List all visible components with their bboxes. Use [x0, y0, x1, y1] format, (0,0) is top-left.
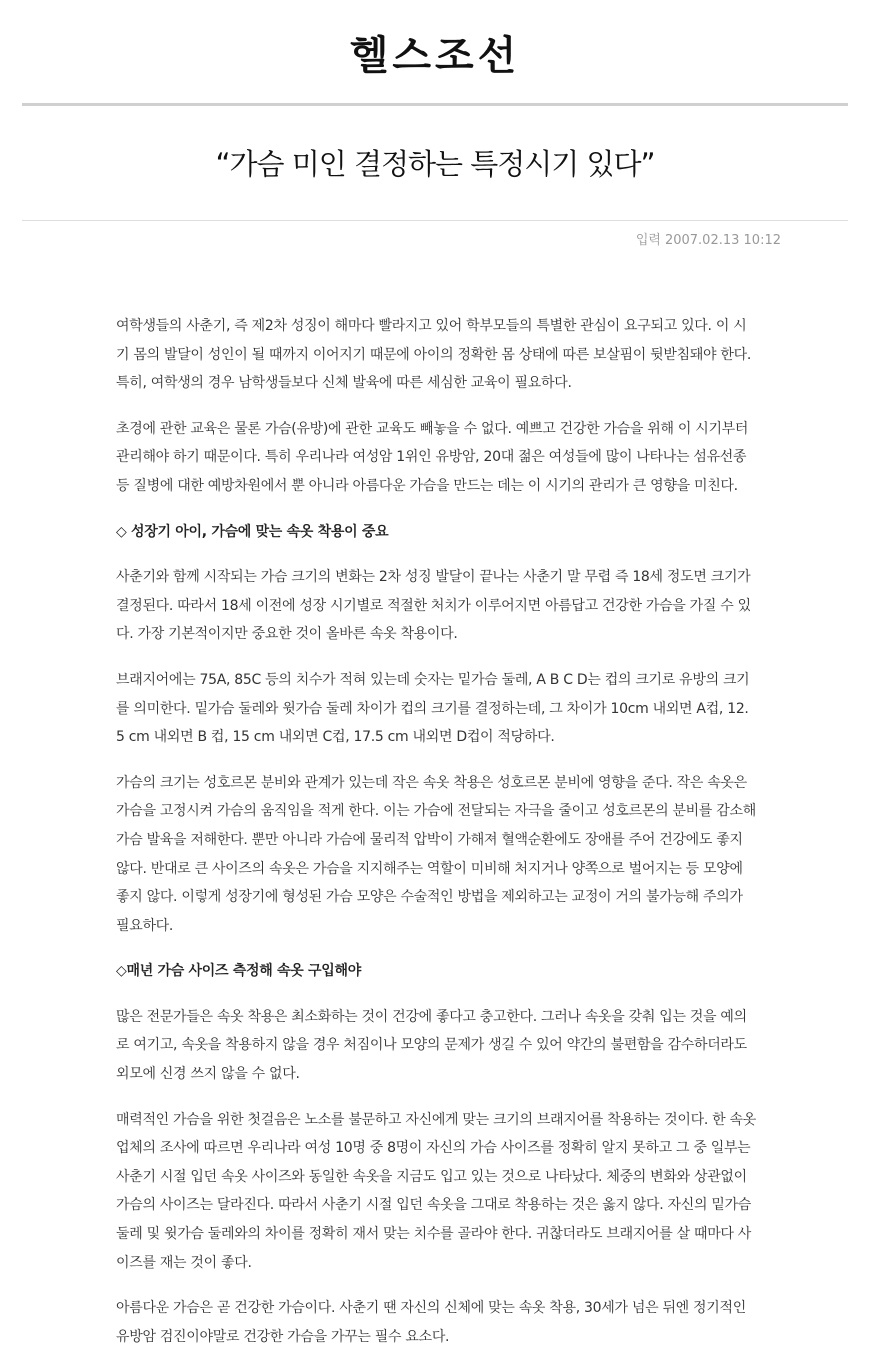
header-divider	[22, 103, 848, 106]
date-label: 입력	[635, 233, 661, 248]
article-paragraph: 브래지어에는 75A, 85C 등의 치수가 적혀 있는데 숫자는 밑가슴 둘레, A B C D는 컵의 크기로 유방의 크기를 의미한다. 밑가슴 둘레와 윗가슴 둘레 차이가 컵의 크기를 결정하는데, 그 차이가 10cm 내외면 A컵, 12.5 cm 내외면 B 컵, 15 cm 내외면 C컵, 17.5 cm 내외면 D컵이 적당하다.	[116, 671, 750, 746]
article-headline: “가슴 미인 결정하는 특정시기 있다”	[215, 147, 655, 181]
article-subheading: ◇매년 가슴 사이즈 측정해 속옷 구입해야	[116, 963, 361, 980]
masthead	[0, 30, 870, 82]
article-body	[116, 312, 756, 1368]
article-paragraph: 가슴의 크기는 성호르몬 분비와 관계가 있는데 작은 속옷 착용은 성호르몬 분비에 영향을 준다. 작은 속옷은 가슴을 고정시켜 가슴의 움직임을 적게 한다. 이는 가슴에 전달되는 자극을 줄이고 성호르몬의 분비를 감소해 가슴 발육을 저해한다. 뿐만 아니라 가슴에 물리적 압박이 가해져 혈액순환에도 장애를 주어 건강에도 좋지 않다. 반대로 큰 사이즈의 속옷은 가슴을 지지해주는 역할이 미비해 처지거나 양쪽으로 벌어지는 등 모양에 좋지 않다. 이렇게 성장기에 형성된 가슴 모양은 수술적인 방법을 제외하고는 교정이 거의 불가능해 주의가 필요하다.	[116, 774, 756, 934]
article-paragraph: 매력적인 가슴을 위한 첫걸음은 노소를 불문하고 자신에게 맞는 크기의 브래지어를 착용하는 것이다. 한 속옷 업체의 조사에 따르면 우리나라 여성 10명 중 8명이 자신의 가슴 사이즈를 정확히 알지 못하고 그 중 일부는 사춘기 시절 입던 속옷 사이즈와 동일한 속옷을 지금도 입고 있는 것으로 나타났다. 체중의 변화와 상관없이 가슴의 사이즈는 달라진다. 따라서 사춘기 시절 입던 속옷을 그대로 착용하는 것은 옳지 않다. 자신의 밑가슴 둘레 및 윗가슴 둘레와의 차이를 정확히 재서 맞는 치수를 골라야 한다. 귀찮더라도 브래지어를 살 때마다 사이즈를 재는 것이 좋다.	[116, 1111, 756, 1271]
date-value: 2007.02.13 10:12	[664, 233, 781, 248]
site-logo[interactable]: 헬스조선	[349, 33, 521, 79]
headline-divider	[22, 220, 848, 221]
article-paragraph: 많은 전문가들은 속옷 착용은 최소화하는 것이 건강에 좋다고 충고한다. 그러나 속옷을 갖춰 입는 것을 예의로 여기고, 속옷을 착용하지 않을 경우 처짐이나 모양의 문제가 생길 수 있어 약간의 불편함을 감수하더라도 외모에 신경 쓰지 않을 수 없다.	[116, 1008, 747, 1083]
article-subheading: ◇ 성장기 아이, 가슴에 맞는 속옷 착용이 중요	[116, 523, 389, 540]
article-paragraph: 초경에 관한 교육은 물론 가슴(유방)에 관한 교육도 빼놓을 수 없다. 예쁘고 건강한 가슴을 위해 이 시기부터 관리해야 하기 때문이다. 특히 우리나라 여성암 1위인 유방암, 20대 젊은 여성들에 많이 나타나는 섬유선종 등 질병에 대한 예방차원에서 뿐 아니라 아름다운 가슴을 만드는 데는 이 시기의 관리가 큰 영향을 미친다.	[116, 420, 749, 494]
article-paragraph: 아름다운 가슴은 곧 건강한 가슴이다. 사춘기 땐 자신의 신체에 맞는 속옷 착용, 30세가 넘은 뒤엔 정기적인 유방암 검진이야말로 건강한 가슴을 가꾸는 필수 요소다.	[116, 1300, 746, 1345]
article-dateline	[636, 232, 785, 250]
article-paragraph: 사춘기와 함께 시작되는 가슴 크기의 변화는 2차 성징 발달이 끝나는 사춘기 말 무렵 즉 18세 정도면 크기가 결정된다. 따라서 18세 이전에 성장 시기별로 적절한 처치가 이루어지면 아름답고 건강한 가슴을 가질 수 있다. 가장 기본적이지만 중요한 것이 올바른 속옷 착용이다.	[116, 569, 751, 643]
article-paragraph: 여학생들의 사춘기, 즉 제2차 성징이 해마다 빨라지고 있어 학부모들의 특별한 관심이 요구되고 있다. 이 시기 몸의 발달이 성인이 될 때까지 이어지기 때문에 아이의 정확한 몸 상태에 따른 보살핌이 뒷받침돼야 한다. 특히, 여학생의 경우 남학생들보다 신체 발육에 따른 세심한 교육이 필요하다.	[116, 318, 752, 392]
